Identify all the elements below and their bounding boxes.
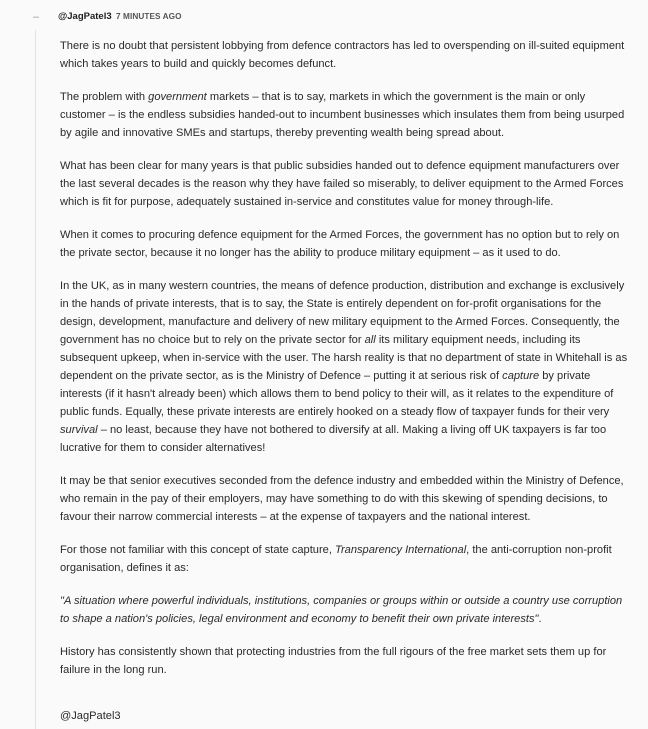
paragraph-text: It may be that senior executives seconded from the defence industry and embedded within the Ministry of Defence, who remain in the pay of their employers, may have something to do with this skewing of spending decisions, to favour their narrow commercial interests – at the expense of taxpayers and the national interest. [60, 475, 624, 523]
paragraph-text: There is no doubt that persistent lobbying from defence contractors has led to overspending on ill-suited equipment which takes years to build and quickly becomes defunct. [60, 40, 625, 70]
paragraph-text: When it comes to procuring defence equipment for the Armed Forces, the government has no option but to rely on the private sector, because it no longer has the ability to produce military equipment – as it used to do. [60, 229, 620, 259]
italic-text: survival [60, 424, 98, 436]
comment-username[interactable]: @JagPatel3 [58, 11, 112, 22]
comment-paragraph [60, 157, 632, 211]
paragraph-text: For those not familiar with this concept of state capture, [60, 544, 336, 556]
italic-text: "A situation where powerful individuals, institutions, companies or groups within or outside a country use corruption to shape a nation's policies, legal environment and economy to benefit their own private interests" [60, 595, 623, 625]
paragraph-text: by private interests (if it hasn't already been) which allows them to bend policy to their will, as it relates to the expenditure of public funds. Equally, these private interests are entirely hooked on a steady flow of taxpayer funds for their very [60, 370, 614, 418]
paragraph-text: markets – that is to say, markets in which the government is the main or only customer – is the endless subsidies handed-out to incumbent businesses which insulates them from being usurped by agile and innovative SMEs and startups, thereby preventing wealth being spread about. [60, 91, 625, 139]
paragraph-text: , the anti-corruption non-profit organisation, defines it as: [60, 544, 612, 574]
comment-paragraph [60, 472, 632, 526]
comment-signature: @JagPatel3 [60, 710, 121, 722]
comment-timestamp: 7 MINUTES AGO [116, 12, 182, 21]
paragraph-text: In the UK, as in many western countries, the means of defence production, distribution and exchange is exclusively in the hands of private interests, that is to say, the State is entirely dependent on for-profit organisations for the design, development, manufacture and delivery of new military equipment to the Armed Forces. Consequently, the government has no choice but to rely on the private sector for [60, 280, 625, 346]
comment-body [60, 37, 632, 694]
comment-paragraph [60, 592, 632, 628]
paragraph-text: . [538, 613, 542, 625]
minus-icon[interactable]: – [32, 11, 40, 23]
italic-text: capture [502, 370, 540, 382]
paragraph-text: – no least, because they have not bothered to diversify at all. Making a living off UK taxpayers is far too lucrative for them to consider alternatives! [60, 424, 607, 454]
paragraph-text: History has consistently shown that protecting industries from the full rigours of the free market sets them up for failure in the long run. [60, 646, 607, 676]
comment-paragraph [60, 643, 632, 679]
italic-text: Transparency International [335, 544, 467, 556]
paragraph-text: What has been clear for many years is that public subsidies handed out to defence equipment manufacturers over the last several decades is the reason why they have failed so miserably, to deliver equipment to the Armed Forces which is fit for purpose, adequately sustained in-service and constitutes value for money through-life. [60, 160, 624, 208]
comment-paragraph [60, 541, 632, 577]
comment-paragraph [60, 88, 632, 142]
paragraph-text: The problem with [60, 91, 149, 103]
italic-text: all [364, 334, 376, 346]
comment-paragraph [60, 277, 632, 457]
comment-paragraph [60, 37, 632, 73]
thread-line[interactable] [35, 30, 36, 729]
italic-text: government [148, 91, 207, 103]
paragraph-text: its military equipment needs, including its subsequent upkeep, when in-service with the user. The harsh reality is that no department of state in Whitehall is as dependent on the private sector, as is the Ministry of Defence – putting it at serious risk of [60, 334, 628, 382]
comment-paragraph [60, 226, 632, 262]
